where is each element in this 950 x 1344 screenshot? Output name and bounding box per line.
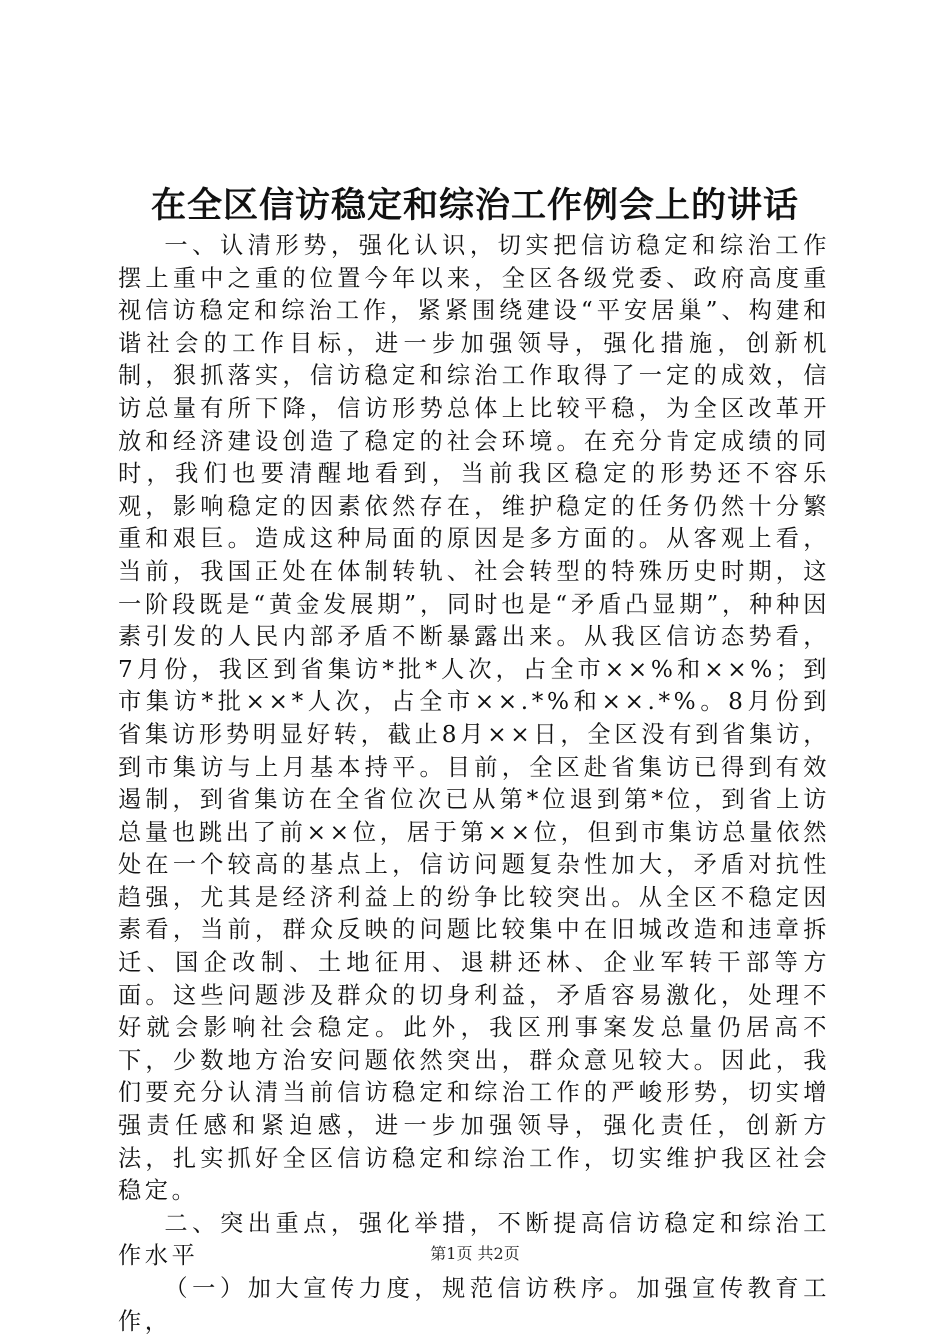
paragraph-situation: 一、认清形势，强化认识，切实把信访稳定和综治工作摆上重中之重的位置今年以来，全区各级党委、政府高度重视信访稳定和综治工作，紧紧围绕建设“平安居巢”、构建和谐社会的工作目标，进一步加强领导，强化措施，创新机制，狠抓落实，信访稳定和综治工作取得了一定的成效，信访总量有所下降，信访形势总体上比较平稳，为全区改革开放和经济建设创造了稳定的社会环境。在充分肯定成绩的同时，我们也要清醒地看到，当前我区稳定的形势还不容乐观，影响稳定的因素依然存在，维护稳定的任务仍然十分繁重和艰巨。造成这种局面的原因是多方面的。从客观上看，当前，我国正处在体制转轨、社会转型的特殊历史时期，这一阶段既是“黄金发展期”，同时也是“矛盾凸显期”，种种因素引发的人民内部矛盾不断暴露出来。从我区信访态势看，7月份，我区到省集访*批*人次，占全市××%和××%；到市集访*批××*人次，占全市××.*%和××.*%。8月份到省集访形势明显好转，截止8月××日，全区没有到省集访，到市集访与上月基本持平。目前，全区赴省集访已得到有效遏制，到省集访在全省位次已从第*位退到第*位，到省上访总量也跳出了前××位，居于第××位，但到市集访总量依然处在一个较高的基点上，信访问题复杂性加大，矛盾对抗性趋强，尤其是经济利益上的纷争比较突出。从全区不稳定因素看，当前，群众反映的问题比较集中在旧城改造和违章拆迁、国企改制、土地征用、退耕还林、企业军转干部等方面。这些问题涉及群众的切身利益，矛盾容易激化，处理不好就会影响社会稳定。此外，我区刑事案发总量仍居高不下，少数地方治安问题依然突出，群众意见较大。因此，我们要充分认清当前信访稳定和综治工作的严峻形势，切实增强责任感和紧迫感，进一步加强领导，强化责任，创新方法，扎实抓好全区信访稳定和综治工作，切实维护我区社会稳定。 [118, 232, 830, 1205]
document-title: 在全区信访稳定和综治工作例会上的讲话 [150, 186, 799, 226]
paragraph-section-two-heading: 二、突出重点，强化举措，不断提高信访稳定和综治工作水平 [118, 1209, 830, 1270]
paragraph-subsection-one: （一）加大宣传力度，规范信访秩序。加强宣传教育工作， [118, 1275, 830, 1335]
document-body [118, 230, 830, 1338]
page-footer: 第1页 共2页 [430, 1244, 520, 1263]
